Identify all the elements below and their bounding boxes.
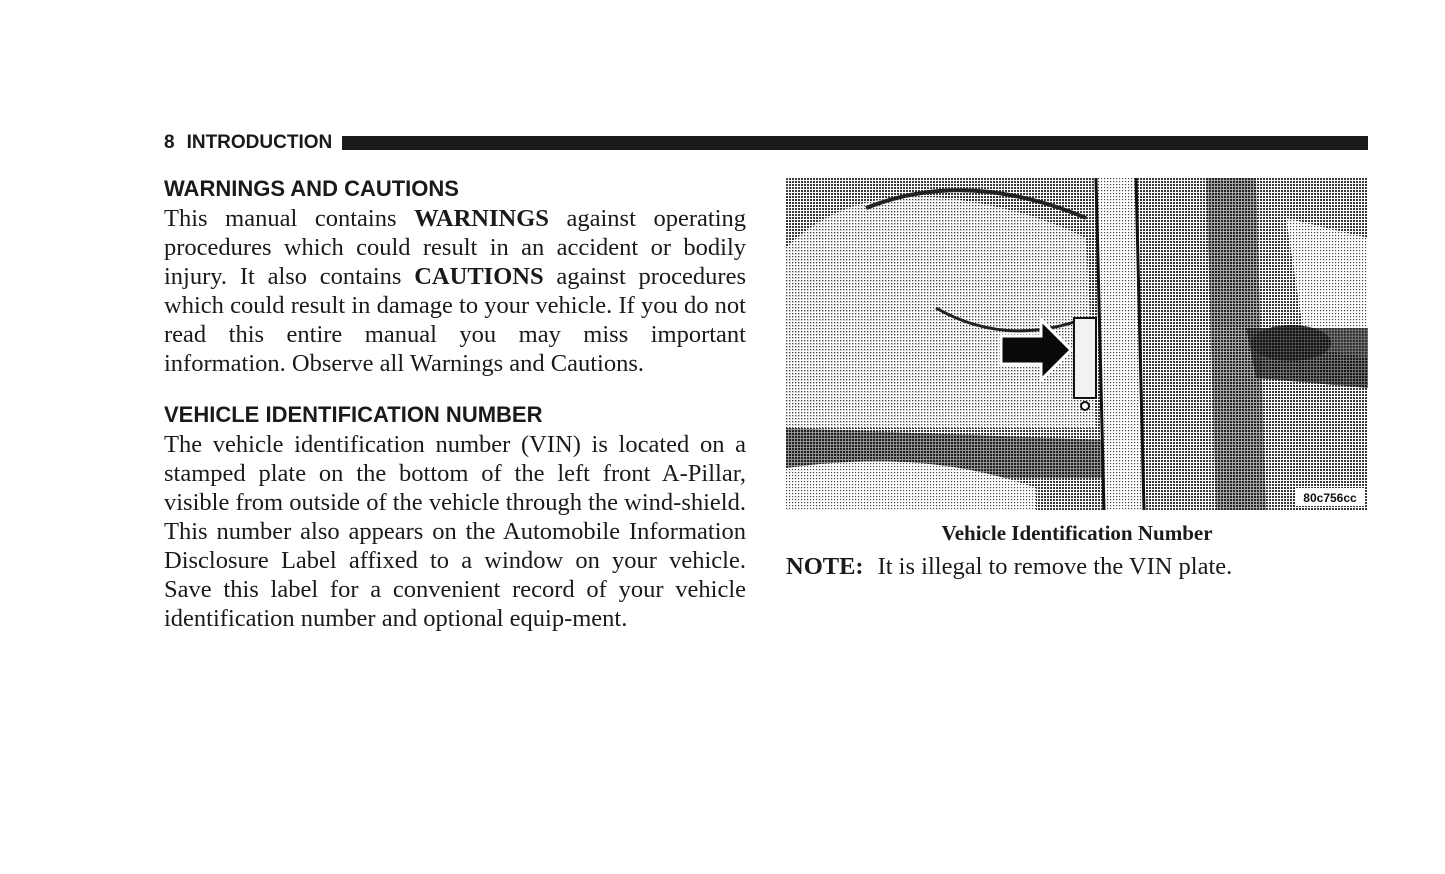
page-header bbox=[164, 132, 1368, 154]
warnings-text-3: against procedures which could result in damage to your vehicle. If you do not read this entire manual you may miss important information. Observe all Warnings and Cautions. bbox=[164, 263, 746, 377]
warnings-paragraph bbox=[164, 204, 746, 378]
vin-paragraph: The vehicle identification number (VIN) is located on a stamped plate on the bottom of the left front A-Pillar, visible from outside of the vehicle through the wind-shield. This number also appears on the Automobile Information Disclosure Label affixed to a window on your vehicle. Save this label for a convenient record of your vehicle identification number and optional equip-ment. bbox=[164, 431, 746, 632]
page-number: 8 bbox=[164, 132, 175, 153]
note bbox=[786, 552, 1386, 582]
note-text: It is illegal to remove the VIN plate. bbox=[877, 553, 1233, 580]
warnings-bold-term: WARNINGS bbox=[414, 205, 549, 232]
warnings-heading: WARNINGS AND CAUTIONS bbox=[164, 176, 459, 201]
warnings-text-2: against operating procedures which could result in an accident or bodily injury. It also contains bbox=[164, 205, 746, 290]
left-column bbox=[164, 174, 746, 633]
warnings-text-1: This manual contains bbox=[164, 205, 415, 232]
vin-location-illustration bbox=[786, 178, 1368, 510]
note-label: NOTE: bbox=[786, 553, 864, 580]
vin-heading: VEHICLE IDENTIFICATION NUMBER bbox=[164, 402, 543, 427]
cautions-bold-term: CAUTIONS bbox=[414, 263, 544, 290]
section-title: INTRODUCTION bbox=[186, 132, 333, 153]
header-rule bbox=[342, 136, 1368, 150]
image-code-label: 80c756cc bbox=[1303, 491, 1357, 505]
figure-caption: Vehicle Identification Number bbox=[941, 521, 1213, 545]
